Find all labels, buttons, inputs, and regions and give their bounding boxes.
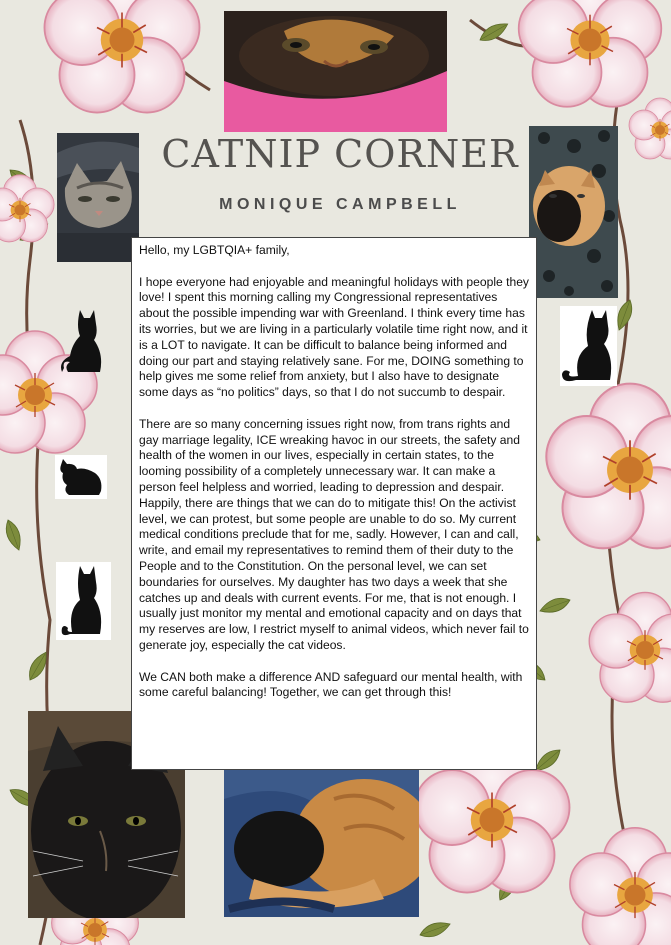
letter-paragraph-3: We CAN both make a difference AND safeguard our mental health, with some careful balancing! Together, we can get through this!: [139, 669, 523, 700]
author-name: MONIQUE CAMPBELL: [219, 196, 461, 213]
letter-paragraph-1: I hope everyone had enjoyable and meaningful holidays with people they love! I spent this morning calling my Congressional representatives about the possible impending war with Greenland. I think every time has its worries, but we are living in a particularly volatile time right now, and it is a LOT to navigate. It can be difficult to balance being informed and doing our part and staying relatively sane. For me, DOING something to help gives me some relief from anxiety, but I also have to designate some days as “no politics” days, so that I do not succumb to despair.: [139, 274, 529, 400]
newsletter-title: CATNIP CORNER: [161, 132, 519, 176]
letter-greeting: Hello, my LGBTQIA+ family,: [139, 243, 290, 257]
orange-and-black-cats-photo: [224, 769, 419, 917]
letter-body: [131, 237, 537, 770]
cat-silhouette-right: [560, 306, 617, 386]
tabby-kitten-photo: [57, 133, 139, 262]
cat-on-leopard-blanket-photo: [529, 126, 618, 298]
cat-silhouette-icon: [560, 306, 617, 386]
cat-silhouette-grooming: [55, 455, 107, 499]
cat-silhouette-icon: [60, 306, 108, 376]
letter-paragraph-2: There are so many concerning issues right now, from trans rights and gay marriage legality, ICE wreaking havoc in our streets, the safety and health of the women in our lives, especially in certain states, to the looming possibility of a completely unnecessary war. It can make a person feel helpless and worried, leading to depression and despair. Happily, there are things that we can do to mitigate this! On the activist level, we can protest, but some people are unable to do so. My current medical conditions preclude that for me, sadly. However, I can and call, write, and email my representatives to remind them of their duty to the People and to the Constitution. On the personal level, we can set boundaries for ourselves. My daughter has two days a week that she catches up and deals with current events. For me, that is not enough. I usually just monitor my mental and emotional capacity and on days that my reserves are low, I restrict myself to animal videos, which never fail to generate joy, especially the cat videos.: [139, 416, 529, 652]
cat-silhouette-icon: [55, 455, 107, 499]
cat-silhouette-sitting-left: [60, 306, 108, 376]
tortoiseshell-cat-photo: [224, 11, 447, 132]
cat-silhouette-sitting-lower: [56, 562, 111, 640]
cat-silhouette-icon: [56, 562, 111, 640]
